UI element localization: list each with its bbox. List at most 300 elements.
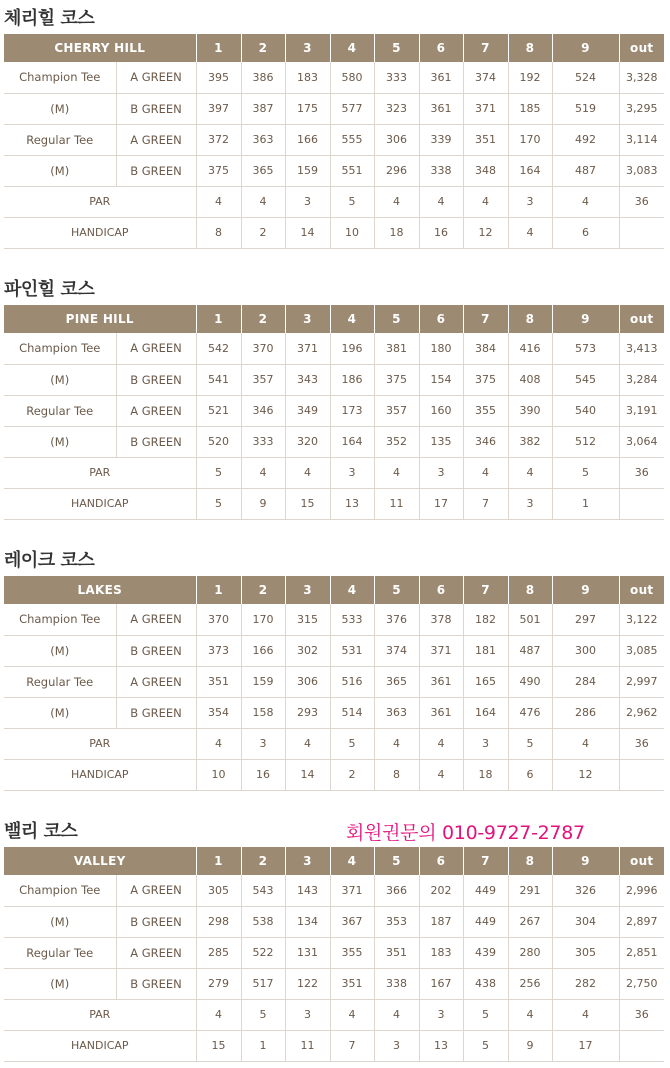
yardage-cell: 135 — [419, 426, 463, 457]
par-cell: 4 — [374, 457, 419, 488]
yardage-cell: 293 — [285, 697, 330, 728]
handicap-cell: 11 — [374, 488, 419, 519]
scorecard-table — [4, 305, 664, 520]
par-out-cell: 36 — [619, 728, 664, 759]
yardage-cell: 353 — [374, 906, 419, 937]
yardage-cell: 131 — [285, 937, 330, 968]
handicap-cell: 3 — [374, 1030, 419, 1061]
yardage-cell: 285 — [196, 937, 241, 968]
handicap-cell: 6 — [508, 759, 552, 790]
yardage-cell: 361 — [419, 93, 463, 124]
green-label: A GREEN — [116, 666, 196, 697]
hole-number-header: 7 — [463, 305, 508, 333]
yardage-cell: 580 — [330, 62, 374, 93]
tee-label: (M) — [4, 906, 116, 937]
out-total-cell: 3,191 — [619, 395, 664, 426]
yardage-cell: 300 — [552, 635, 619, 666]
hole-number-header: 7 — [463, 576, 508, 604]
yardage-cell: 355 — [463, 395, 508, 426]
yardage-cell: 492 — [552, 124, 619, 155]
yardage-cell: 357 — [241, 364, 285, 395]
handicap-cell: 3 — [508, 488, 552, 519]
par-cell: 5 — [508, 728, 552, 759]
yardage-cell: 167 — [419, 968, 463, 999]
hole-number-header: 9 — [552, 847, 619, 875]
hole-number-header: 4 — [330, 847, 374, 875]
yardage-cell: 438 — [463, 968, 508, 999]
tee-label: (M) — [4, 155, 116, 186]
table-row — [4, 395, 664, 426]
yardage-cell: 159 — [285, 155, 330, 186]
tee-label: (M) — [4, 426, 116, 457]
yardage-cell: 371 — [285, 333, 330, 364]
table-row — [4, 333, 664, 364]
yardage-cell: 351 — [374, 937, 419, 968]
hole-number-header: 1 — [196, 847, 241, 875]
hole-number-header: 3 — [285, 847, 330, 875]
yardage-cell: 524 — [552, 62, 619, 93]
green-label: A GREEN — [116, 395, 196, 426]
yardage-cell: 516 — [330, 666, 374, 697]
tee-label: Champion Tee — [4, 604, 116, 635]
yardage-cell: 371 — [463, 93, 508, 124]
handicap-cell: 14 — [285, 217, 330, 248]
tee-label: Regular Tee — [4, 124, 116, 155]
out-total-cell: 3,295 — [619, 93, 664, 124]
course-name-header: CHERRY HILL — [54, 41, 146, 55]
yardage-cell: 164 — [330, 426, 374, 457]
yardage-cell: 372 — [196, 124, 241, 155]
yardage-cell: 354 — [196, 697, 241, 728]
out-header: out — [619, 34, 664, 62]
hole-number-header: 1 — [196, 34, 241, 62]
par-cell: 3 — [508, 186, 552, 217]
handicap-label: HANDICAP — [4, 759, 196, 790]
hole-number-header: 9 — [552, 34, 619, 62]
par-cell: 4 — [196, 999, 241, 1030]
hole-number-header: 8 — [508, 305, 552, 333]
yardage-cell: 361 — [419, 697, 463, 728]
hole-number-header: 2 — [241, 847, 285, 875]
hole-number-header: 4 — [330, 576, 374, 604]
handicap-cell: 4 — [508, 217, 552, 248]
yardage-cell: 375 — [463, 364, 508, 395]
yardage-cell: 476 — [508, 697, 552, 728]
green-label: A GREEN — [116, 124, 196, 155]
par-row — [4, 457, 664, 488]
yardage-cell: 159 — [241, 666, 285, 697]
hole-number-header: 1 — [196, 576, 241, 604]
green-label: B GREEN — [116, 155, 196, 186]
table-row — [4, 155, 664, 186]
par-cell: 4 — [374, 186, 419, 217]
handicap-row — [4, 217, 664, 248]
yardage-cell: 371 — [419, 635, 463, 666]
yardage-cell: 352 — [374, 426, 419, 457]
table-header-row — [4, 847, 664, 875]
handicap-cell: 2 — [241, 217, 285, 248]
handicap-cell: 14 — [285, 759, 330, 790]
out-total-cell: 3,328 — [619, 62, 664, 93]
yardage-cell: 185 — [508, 93, 552, 124]
green-label: A GREEN — [116, 62, 196, 93]
yardage-cell: 517 — [241, 968, 285, 999]
hole-number-header: 2 — [241, 34, 285, 62]
course-title: 밸리 코스 — [4, 821, 78, 842]
table-row — [4, 697, 664, 728]
yardage-cell: 449 — [463, 906, 508, 937]
yardage-cell: 160 — [419, 395, 463, 426]
yardage-cell: 286 — [552, 697, 619, 728]
yardage-cell: 305 — [552, 937, 619, 968]
par-cell: 4 — [463, 186, 508, 217]
yardage-cell: 298 — [196, 906, 241, 937]
par-cell: 3 — [285, 999, 330, 1030]
course-name-header: LAKES — [77, 583, 123, 597]
yardage-cell: 541 — [196, 364, 241, 395]
table-row — [4, 62, 664, 93]
hole-number-header: 7 — [463, 847, 508, 875]
hole-number-header: 9 — [552, 576, 619, 604]
yardage-cell: 351 — [463, 124, 508, 155]
handicap-cell: 17 — [419, 488, 463, 519]
out-total-cell: 2,851 — [619, 937, 664, 968]
yardage-cell: 186 — [330, 364, 374, 395]
hole-number-header: 6 — [419, 34, 463, 62]
hole-number-header: 7 — [463, 34, 508, 62]
yardage-cell: 346 — [241, 395, 285, 426]
tee-label: (M) — [4, 93, 116, 124]
yardage-cell: 296 — [374, 155, 419, 186]
hole-number-header: 5 — [374, 34, 419, 62]
yardage-cell: 374 — [374, 635, 419, 666]
par-cell: 4 — [241, 457, 285, 488]
table-row — [4, 364, 664, 395]
handicap-cell: 11 — [285, 1030, 330, 1061]
out-total-cell: 3,122 — [619, 604, 664, 635]
yardage-cell: 390 — [508, 395, 552, 426]
yardage-cell: 349 — [285, 395, 330, 426]
yardage-cell: 487 — [508, 635, 552, 666]
handicap-cell: 13 — [330, 488, 374, 519]
par-cell: 3 — [285, 186, 330, 217]
yardage-cell: 365 — [374, 666, 419, 697]
handicap-cell: 1 — [241, 1030, 285, 1061]
handicap-cell: 13 — [419, 1030, 463, 1061]
course-title: 체리힐 코스 — [4, 8, 95, 29]
yardage-cell: 365 — [241, 155, 285, 186]
out-header: out — [619, 305, 664, 333]
green-label: A GREEN — [116, 937, 196, 968]
handicap-cell: 18 — [374, 217, 419, 248]
par-cell: 4 — [552, 728, 619, 759]
membership-contact: 회원권문의 010-9727-2787 — [346, 822, 585, 844]
out-total-cell: 2,962 — [619, 697, 664, 728]
yardage-cell: 122 — [285, 968, 330, 999]
hole-number-header: 3 — [285, 576, 330, 604]
yardage-cell: 522 — [241, 937, 285, 968]
yardage-cell: 519 — [552, 93, 619, 124]
par-cell: 4 — [196, 186, 241, 217]
yardage-cell: 343 — [285, 364, 330, 395]
yardage-cell: 166 — [285, 124, 330, 155]
handicap-cell: 5 — [463, 1030, 508, 1061]
yardage-cell: 279 — [196, 968, 241, 999]
yardage-cell: 384 — [463, 333, 508, 364]
green-label: B GREEN — [116, 697, 196, 728]
table-row — [4, 604, 664, 635]
par-row — [4, 728, 664, 759]
yardage-cell: 542 — [196, 333, 241, 364]
yardage-cell: 375 — [374, 364, 419, 395]
handicap-cell: 16 — [241, 759, 285, 790]
tee-label: Champion Tee — [4, 333, 116, 364]
par-cell: 4 — [374, 999, 419, 1030]
course-title: 레이크 코스 — [4, 550, 95, 571]
yardage-cell: 182 — [463, 604, 508, 635]
par-cell: 4 — [285, 728, 330, 759]
out-total-cell: 3,413 — [619, 333, 664, 364]
table-row — [4, 666, 664, 697]
hole-number-header: 8 — [508, 847, 552, 875]
yardage-cell: 363 — [241, 124, 285, 155]
par-cell: 5 — [241, 999, 285, 1030]
hole-number-header: 8 — [508, 576, 552, 604]
yardage-cell: 280 — [508, 937, 552, 968]
yardage-cell: 370 — [196, 604, 241, 635]
yardage-cell: 374 — [463, 62, 508, 93]
handicap-cell: 9 — [241, 488, 285, 519]
par-cell: 4 — [196, 728, 241, 759]
course-section — [4, 0, 664, 249]
yardage-cell: 381 — [374, 333, 419, 364]
handicap-cell: 16 — [419, 217, 463, 248]
course-name-header: VALLEY — [73, 854, 126, 868]
yardage-cell: 355 — [330, 937, 374, 968]
yardage-cell: 339 — [419, 124, 463, 155]
tee-label: Regular Tee — [4, 666, 116, 697]
yardage-cell: 170 — [241, 604, 285, 635]
course-title-row — [4, 0, 664, 34]
table-header-row — [4, 576, 664, 604]
par-label: PAR — [4, 999, 196, 1030]
table-row — [4, 906, 664, 937]
yardage-cell: 577 — [330, 93, 374, 124]
handicap-cell: 2 — [330, 759, 374, 790]
out-total-cell: 3,284 — [619, 364, 664, 395]
yardage-cell: 487 — [552, 155, 619, 186]
hole-number-header: 5 — [374, 847, 419, 875]
yardage-cell: 373 — [196, 635, 241, 666]
handicap-cell: 15 — [285, 488, 330, 519]
out-total-cell: 3,064 — [619, 426, 664, 457]
yardage-cell: 284 — [552, 666, 619, 697]
green-label: B GREEN — [116, 968, 196, 999]
out-total-cell: 3,085 — [619, 635, 664, 666]
tee-label: Regular Tee — [4, 395, 116, 426]
yardage-cell: 165 — [463, 666, 508, 697]
handicap-cell: 17 — [552, 1030, 619, 1061]
green-label: A GREEN — [116, 333, 196, 364]
course-section — [4, 813, 664, 1062]
hole-number-header: 4 — [330, 305, 374, 333]
par-cell: 4 — [552, 999, 619, 1030]
tee-label: (M) — [4, 697, 116, 728]
yardage-cell: 533 — [330, 604, 374, 635]
handicap-out-cell — [619, 217, 664, 248]
course-title-row — [4, 271, 664, 305]
yardage-cell: 315 — [285, 604, 330, 635]
yardage-cell: 170 — [508, 124, 552, 155]
yardage-cell: 196 — [330, 333, 374, 364]
yardage-cell: 531 — [330, 635, 374, 666]
yardage-cell: 545 — [552, 364, 619, 395]
yardage-cell: 521 — [196, 395, 241, 426]
table-header-row — [4, 34, 664, 62]
yardage-cell: 154 — [419, 364, 463, 395]
table-row — [4, 875, 664, 906]
yardage-cell: 573 — [552, 333, 619, 364]
yardage-cell: 540 — [552, 395, 619, 426]
par-cell: 4 — [419, 186, 463, 217]
green-label: A GREEN — [116, 875, 196, 906]
yardage-cell: 397 — [196, 93, 241, 124]
tee-label: Champion Tee — [4, 875, 116, 906]
par-label: PAR — [4, 728, 196, 759]
yardage-cell: 351 — [330, 968, 374, 999]
yardage-cell: 501 — [508, 604, 552, 635]
yardage-cell: 346 — [463, 426, 508, 457]
yardage-cell: 291 — [508, 875, 552, 906]
handicap-cell: 7 — [463, 488, 508, 519]
yardage-cell: 357 — [374, 395, 419, 426]
yardage-cell: 512 — [552, 426, 619, 457]
hole-number-header: 6 — [419, 305, 463, 333]
handicap-cell: 9 — [508, 1030, 552, 1061]
tee-label: (M) — [4, 968, 116, 999]
yardage-cell: 158 — [241, 697, 285, 728]
hole-number-header: 9 — [552, 305, 619, 333]
par-row — [4, 999, 664, 1030]
handicap-cell: 12 — [552, 759, 619, 790]
green-label: B GREEN — [116, 426, 196, 457]
par-cell: 5 — [330, 186, 374, 217]
handicap-cell: 1 — [552, 488, 619, 519]
hole-number-header: 6 — [419, 847, 463, 875]
par-cell: 5 — [330, 728, 374, 759]
course-section — [4, 271, 664, 520]
table-row — [4, 124, 664, 155]
tee-label: Regular Tee — [4, 937, 116, 968]
yardage-cell: 551 — [330, 155, 374, 186]
hole-number-header: 6 — [419, 576, 463, 604]
scorecard-table — [4, 847, 664, 1062]
handicap-out-cell — [619, 1030, 664, 1061]
out-total-cell: 2,750 — [619, 968, 664, 999]
yardage-cell: 256 — [508, 968, 552, 999]
yardage-cell: 164 — [463, 697, 508, 728]
hole-number-header: 2 — [241, 576, 285, 604]
yardage-cell: 175 — [285, 93, 330, 124]
yardage-cell: 366 — [374, 875, 419, 906]
yardage-cell: 267 — [508, 906, 552, 937]
par-cell: 3 — [241, 728, 285, 759]
yardage-cell: 183 — [285, 62, 330, 93]
tee-label: (M) — [4, 364, 116, 395]
table-row — [4, 635, 664, 666]
hole-number-header: 5 — [374, 305, 419, 333]
handicap-label: HANDICAP — [4, 1030, 196, 1061]
yardage-cell: 371 — [330, 875, 374, 906]
yardage-cell: 387 — [241, 93, 285, 124]
yardage-cell: 538 — [241, 906, 285, 937]
green-label: B GREEN — [116, 906, 196, 937]
green-label: B GREEN — [116, 635, 196, 666]
hole-number-header: 3 — [285, 305, 330, 333]
yardage-cell: 370 — [241, 333, 285, 364]
yardage-cell: 297 — [552, 604, 619, 635]
par-out-cell: 36 — [619, 999, 664, 1030]
hole-number-header: 2 — [241, 305, 285, 333]
par-row — [4, 186, 664, 217]
yardage-cell: 333 — [374, 62, 419, 93]
yardage-cell: 166 — [241, 635, 285, 666]
tee-label: Champion Tee — [4, 62, 116, 93]
par-cell: 4 — [285, 457, 330, 488]
out-total-cell: 2,996 — [619, 875, 664, 906]
par-out-cell: 36 — [619, 457, 664, 488]
yardage-cell: 202 — [419, 875, 463, 906]
table-row — [4, 968, 664, 999]
yardage-cell: 375 — [196, 155, 241, 186]
par-out-cell: 36 — [619, 186, 664, 217]
hole-number-header: 3 — [285, 34, 330, 62]
hole-number-header: 5 — [374, 576, 419, 604]
green-label: B GREEN — [116, 93, 196, 124]
yardage-cell: 338 — [419, 155, 463, 186]
yardage-cell: 134 — [285, 906, 330, 937]
handicap-row — [4, 1030, 664, 1061]
yardage-cell: 333 — [241, 426, 285, 457]
handicap-cell: 7 — [330, 1030, 374, 1061]
out-header: out — [619, 576, 664, 604]
yardage-cell: 382 — [508, 426, 552, 457]
handicap-cell: 15 — [196, 1030, 241, 1061]
handicap-cell: 12 — [463, 217, 508, 248]
par-label: PAR — [4, 186, 196, 217]
handicap-row — [4, 488, 664, 519]
yardage-cell: 520 — [196, 426, 241, 457]
yardage-cell: 192 — [508, 62, 552, 93]
yardage-cell: 306 — [285, 666, 330, 697]
out-total-cell: 2,897 — [619, 906, 664, 937]
handicap-cell: 5 — [196, 488, 241, 519]
yardage-cell: 367 — [330, 906, 374, 937]
out-total-cell: 3,083 — [619, 155, 664, 186]
table-row — [4, 937, 664, 968]
green-label: B GREEN — [116, 364, 196, 395]
yardage-cell: 304 — [552, 906, 619, 937]
par-cell: 3 — [463, 728, 508, 759]
yardage-cell: 363 — [374, 697, 419, 728]
course-section — [4, 542, 664, 791]
course-title: 파인힐 코스 — [4, 279, 95, 300]
handicap-cell: 4 — [419, 759, 463, 790]
table-header-row — [4, 305, 664, 333]
handicap-out-cell — [619, 488, 664, 519]
green-label: A GREEN — [116, 604, 196, 635]
hole-number-header: 1 — [196, 305, 241, 333]
